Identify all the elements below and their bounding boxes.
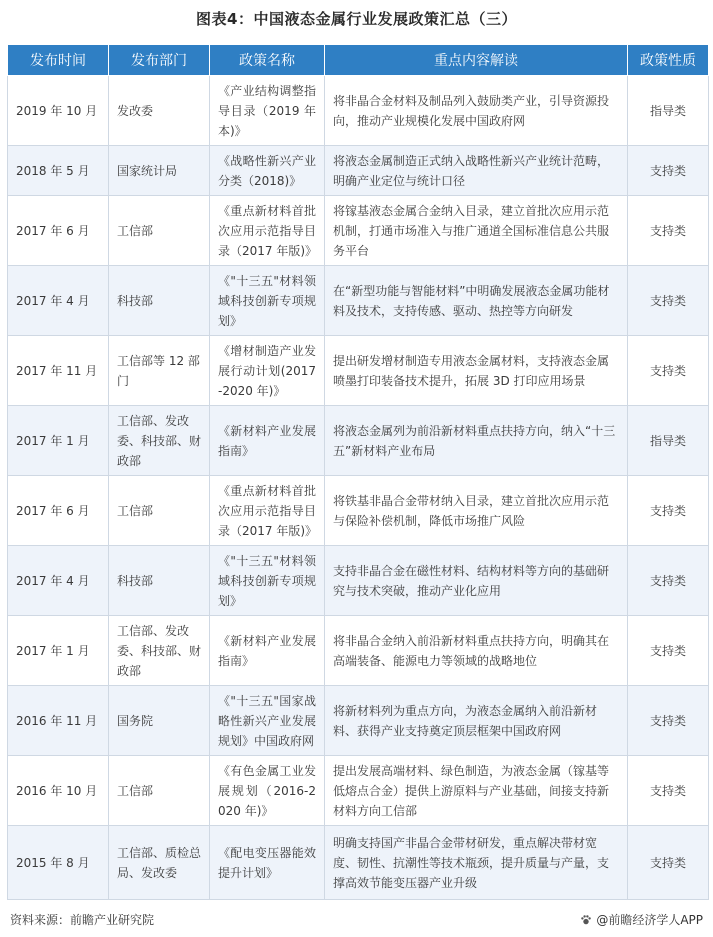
cell-type: 指导类 bbox=[628, 76, 709, 146]
header-name: 政策名称 bbox=[210, 45, 325, 76]
cell-dept: 科技部 bbox=[109, 266, 210, 336]
paw-icon bbox=[580, 914, 592, 926]
cell-date: 2017 年 6 月 bbox=[8, 476, 109, 546]
cell-desc: 提出研发增材制造专用液态金属材料，支持液态金属喷墨打印装备技术提升，拓展 3D 打印应用场景 bbox=[325, 336, 628, 406]
cell-desc: 将新材料列为重点方向，为液态金属纳入前沿新材料、获得产业支持奠定顶层框架中国政府网 bbox=[325, 686, 628, 756]
cell-date: 2017 年 1 月 bbox=[8, 406, 109, 476]
cell-name: 《配电变压器能效提升计划》 bbox=[210, 826, 325, 900]
cell-dept: 工信部 bbox=[109, 196, 210, 266]
policy-table bbox=[7, 44, 709, 900]
cell-name: 《"十三五"材料领域科技创新专项规划》 bbox=[210, 266, 325, 336]
table-row bbox=[8, 406, 709, 476]
footer bbox=[10, 911, 703, 929]
cell-name: 《新材料产业发展指南》 bbox=[210, 406, 325, 476]
cell-desc: 明确支持国产非晶合金带材研发，重点解决带材宽度、韧性、抗潮性等技术瓶颈，提升质量与产量，支撑高效节能变压器产业升级 bbox=[325, 826, 628, 900]
cell-type: 支持类 bbox=[628, 756, 709, 826]
brand-credit bbox=[580, 911, 703, 928]
cell-desc: 将液态金属制造正式纳入战略性新兴产业统计范畴，明确产业定位与统计口径 bbox=[325, 146, 628, 196]
header-dept: 发布部门 bbox=[109, 45, 210, 76]
table-row bbox=[8, 756, 709, 826]
cell-name: 《增材制造产业发展行动计划(2017-2020 年)》 bbox=[210, 336, 325, 406]
cell-name: 《重点新材料首批次应用示范指导目录（2017 年版)》 bbox=[210, 476, 325, 546]
table-row bbox=[8, 546, 709, 616]
cell-date: 2018 年 5 月 bbox=[8, 146, 109, 196]
table-row bbox=[8, 686, 709, 756]
cell-desc: 支持非晶合金在磁性材料、结构材料等方向的基础研究与技术突破，推动产业化应用 bbox=[325, 546, 628, 616]
cell-desc: 在“新型功能与智能材料”中明确发展液态金属功能材料及技术，支持传感、驱动、热控等方向研发 bbox=[325, 266, 628, 336]
table-row bbox=[8, 336, 709, 406]
table-row bbox=[8, 476, 709, 546]
cell-name: 《新材料产业发展指南》 bbox=[210, 616, 325, 686]
cell-type: 支持类 bbox=[628, 266, 709, 336]
cell-type: 指导类 bbox=[628, 406, 709, 476]
table-row bbox=[8, 196, 709, 266]
cell-name: 《"十三五"国家战略性新兴产业发展规划》中国政府网 bbox=[210, 686, 325, 756]
page-title: 图表4：中国液态金属行业发展政策汇总（三） bbox=[196, 10, 517, 28]
source-note: 资料来源：前瞻产业研究院 bbox=[10, 913, 155, 927]
table-row bbox=[8, 616, 709, 686]
cell-dept: 科技部 bbox=[109, 546, 210, 616]
cell-date: 2017 年 11 月 bbox=[8, 336, 109, 406]
cell-desc: 将非晶合金材料及制品列入鼓励类产业，引导资源投向，推动产业规模化发展中国政府网 bbox=[325, 76, 628, 146]
cell-type: 支持类 bbox=[628, 196, 709, 266]
cell-name: 《战略性新兴产业分类（2018)》 bbox=[210, 146, 325, 196]
cell-date: 2019 年 10 月 bbox=[8, 76, 109, 146]
cell-type: 支持类 bbox=[628, 686, 709, 756]
cell-type: 支持类 bbox=[628, 826, 709, 900]
cell-name: 《重点新材料首批次应用示范指导目录（2017 年版)》 bbox=[210, 196, 325, 266]
brand-text: @前瞻经济学人APP bbox=[596, 913, 703, 927]
table-row bbox=[8, 146, 709, 196]
cell-type: 支持类 bbox=[628, 336, 709, 406]
cell-desc: 提出发展高端材料、绿色制造，为液态金属（镓基等低熔点合金）提供上游原料与产业基础，间接支持新材料方向工信部 bbox=[325, 756, 628, 826]
table-row bbox=[8, 266, 709, 336]
cell-type: 支持类 bbox=[628, 616, 709, 686]
cell-date: 2017 年 4 月 bbox=[8, 546, 109, 616]
cell-type: 支持类 bbox=[628, 146, 709, 196]
cell-date: 2017 年 1 月 bbox=[8, 616, 109, 686]
cell-dept: 工信部、发改委、科技部、财政部 bbox=[109, 406, 210, 476]
cell-type: 支持类 bbox=[628, 476, 709, 546]
cell-dept: 工信部 bbox=[109, 476, 210, 546]
table-row bbox=[8, 76, 709, 146]
cell-dept: 工信部等 12 部门 bbox=[109, 336, 210, 406]
cell-date: 2015 年 8 月 bbox=[8, 826, 109, 900]
cell-type: 支持类 bbox=[628, 546, 709, 616]
cell-name: 《产业结构调整指导目录（2019 年本)》 bbox=[210, 76, 325, 146]
cell-date: 2017 年 6 月 bbox=[8, 196, 109, 266]
cell-dept: 工信部、质检总局、发改委 bbox=[109, 826, 210, 900]
table-header-row bbox=[8, 45, 709, 76]
cell-date: 2016 年 10 月 bbox=[8, 756, 109, 826]
table-row bbox=[8, 826, 709, 900]
cell-name: 《"十三五"材料领域科技创新专项规划》 bbox=[210, 546, 325, 616]
cell-desc: 将铁基非晶合金带材纳入目录，建立首批次应用示范与保险补偿机制，降低市场推广风险 bbox=[325, 476, 628, 546]
header-desc: 重点内容解读 bbox=[325, 45, 628, 76]
cell-dept: 国家统计局 bbox=[109, 146, 210, 196]
cell-desc: 将镓基液态金属合金纳入目录，建立首批次应用示范机制，打通市场准入与推广通道全国标准信息公共服务平台 bbox=[325, 196, 628, 266]
cell-dept: 工信部、发改委、科技部、财政部 bbox=[109, 616, 210, 686]
cell-desc: 将液态金属列为前沿新材料重点扶持方向，纳入“十三五”新材料产业布局 bbox=[325, 406, 628, 476]
cell-date: 2016 年 11 月 bbox=[8, 686, 109, 756]
cell-dept: 国务院 bbox=[109, 686, 210, 756]
cell-dept: 发改委 bbox=[109, 76, 210, 146]
cell-date: 2017 年 4 月 bbox=[8, 266, 109, 336]
header-date: 发布时间 bbox=[8, 45, 109, 76]
cell-dept: 工信部 bbox=[109, 756, 210, 826]
cell-name: 《有色金属工业发展规划（2016-2020 年)》 bbox=[210, 756, 325, 826]
cell-desc: 将非晶合金纳入前沿新材料重点扶持方向，明确其在高端装备、能源电力等领域的战略地位 bbox=[325, 616, 628, 686]
header-type: 政策性质 bbox=[628, 45, 709, 76]
